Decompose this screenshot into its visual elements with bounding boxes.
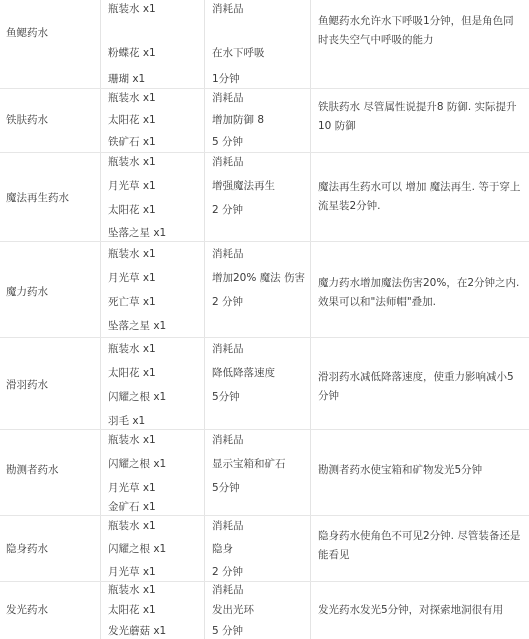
material: 金矿石 x1: [108, 501, 156, 513]
effect: 隐身: [212, 543, 233, 555]
effect: 2 分钟: [212, 204, 244, 216]
row-divider: [0, 429, 529, 430]
material: 太阳花 x1: [108, 367, 156, 379]
effect: 发出光环: [212, 604, 254, 616]
potion-note: 隐身药水使角色不可见2分钟. 尽管装备还是能看见: [318, 530, 521, 561]
potion-note: 魔法再生药水可以 增加 魔法再生. 等于穿上流星装2分钟.: [318, 181, 521, 212]
material: 瓶装水 x1: [108, 156, 156, 168]
effect: 增强魔法再生: [212, 180, 275, 192]
effect: 增加20% 魔法 伤害: [212, 272, 306, 284]
potion-name: 鱼鳃药水: [6, 27, 48, 39]
material: 闪耀之根 x1: [108, 391, 167, 403]
effect: 消耗品: [212, 434, 244, 446]
column-divider: [100, 0, 101, 639]
potion-name: 魔力药水: [6, 286, 48, 298]
effect: 消耗品: [212, 584, 244, 596]
potion-name: 魔法再生药水: [6, 192, 69, 204]
potion-name: 发光药水: [6, 604, 48, 616]
potion-note: 铁肤药水 尽管属性说提升8 防御. 实际提升10 防御: [318, 101, 517, 132]
material: 粉蝶花 x1: [108, 47, 156, 59]
row-divider: [0, 152, 529, 153]
material: 月光草 x1: [108, 272, 156, 284]
effect: 5分钟: [212, 391, 240, 403]
material: 坠落之星 x1: [108, 227, 167, 239]
effect: 消耗品: [212, 92, 244, 104]
potion-name: 滑羽药水: [6, 379, 48, 391]
potion-note: 发光药水发光5分钟，对探索地洞很有用: [318, 604, 504, 616]
material: 铁矿石 x1: [108, 136, 156, 148]
row-divider: [0, 337, 529, 338]
material: 瓶装水 x1: [108, 520, 156, 532]
effect: 在水下呼吸: [212, 47, 265, 59]
potion-note: 鱼鳃药水允许水下呼吸1分钟，但是角色同时丧失空气中呼吸的能力: [318, 15, 514, 46]
material: 闪耀之根 x1: [108, 543, 167, 555]
effect: 5 分钟: [212, 625, 244, 637]
material: 太阳花 x1: [108, 114, 156, 126]
column-divider: [204, 0, 205, 639]
effect: 消耗品: [212, 520, 244, 532]
effect: 消耗品: [212, 3, 244, 15]
material: 瓶装水 x1: [108, 248, 156, 260]
material: 坠落之星 x1: [108, 320, 167, 332]
row-divider: [0, 88, 529, 89]
material: 珊瑚 x1: [108, 73, 146, 85]
effect: 消耗品: [212, 343, 244, 355]
effect: 2 分钟: [212, 566, 244, 578]
potion-note: 勘测者药水使宝箱和矿物发光5分钟: [318, 464, 483, 476]
material: 月光草 x1: [108, 180, 156, 192]
effect: 5 分钟: [212, 136, 244, 148]
material: 死亡草 x1: [108, 296, 156, 308]
potion-note: 魔力药水增加魔法伤害20%，在2分钟之内. 效果可以和"法师帽"叠加.: [318, 277, 520, 308]
material: 月光草 x1: [108, 566, 156, 578]
effect: 增加防御 8: [212, 114, 265, 126]
potion-name: 勘测者药水: [6, 464, 59, 476]
row-divider: [0, 581, 529, 582]
material: 闪耀之根 x1: [108, 458, 167, 470]
material: 瓶装水 x1: [108, 92, 156, 104]
effect: 消耗品: [212, 248, 244, 260]
material: 瓶装水 x1: [108, 343, 156, 355]
material: 月光草 x1: [108, 482, 156, 494]
column-divider: [310, 0, 311, 639]
effect: 显示宝箱和矿石: [212, 458, 286, 470]
potion-note: 滑羽药水减低降落速度，使重力影响减小5分钟: [318, 371, 514, 402]
row-divider: [0, 241, 529, 242]
effect: 5分钟: [212, 482, 240, 494]
material: 发光蘑菇 x1: [108, 625, 167, 637]
potion-name: 铁肤药水: [6, 114, 48, 126]
effect: 1分钟: [212, 73, 240, 85]
material: 太阳花 x1: [108, 204, 156, 216]
potion-name: 隐身药水: [6, 543, 48, 555]
row-divider: [0, 515, 529, 516]
effect: 2 分钟: [212, 296, 244, 308]
material: 瓶装水 x1: [108, 584, 156, 596]
material: 羽毛 x1: [108, 415, 146, 427]
effect: 降低降落速度: [212, 367, 275, 379]
effect: 消耗品: [212, 156, 244, 168]
material: 太阳花 x1: [108, 604, 156, 616]
material: 瓶装水 x1: [108, 3, 156, 15]
material: 瓶装水 x1: [108, 434, 156, 446]
